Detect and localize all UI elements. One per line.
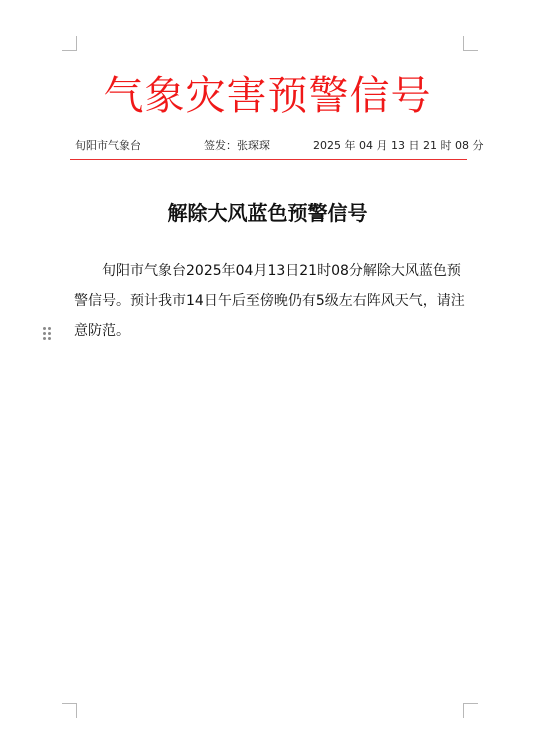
notice-title: 解除大风蓝色预警信号 [167, 201, 368, 225]
signer: 签发：张琛琛 [204, 139, 270, 152]
page-corner-top-left [62, 36, 77, 51]
page-corner-bottom-right [463, 703, 478, 718]
notice-body[interactable]: 旬阳市气象台2025年04月13日21时08分解除大风蓝色预警信号。预计我市14日午后至傍晚仍有5级左右阵风天气，请注意防范。 [74, 263, 465, 339]
page-corner-top-right [463, 36, 478, 51]
issuing-organization: 旬阳市气象台 [75, 139, 141, 152]
header-divider [70, 159, 467, 160]
drag-handle-icon[interactable] [43, 327, 51, 341]
page-corner-bottom-left [62, 703, 77, 718]
issue-datetime: 2025 年 04 月 13 日 21 时 08 分 [313, 139, 484, 152]
document-title: 气象灾害预警信号 [103, 73, 432, 119]
